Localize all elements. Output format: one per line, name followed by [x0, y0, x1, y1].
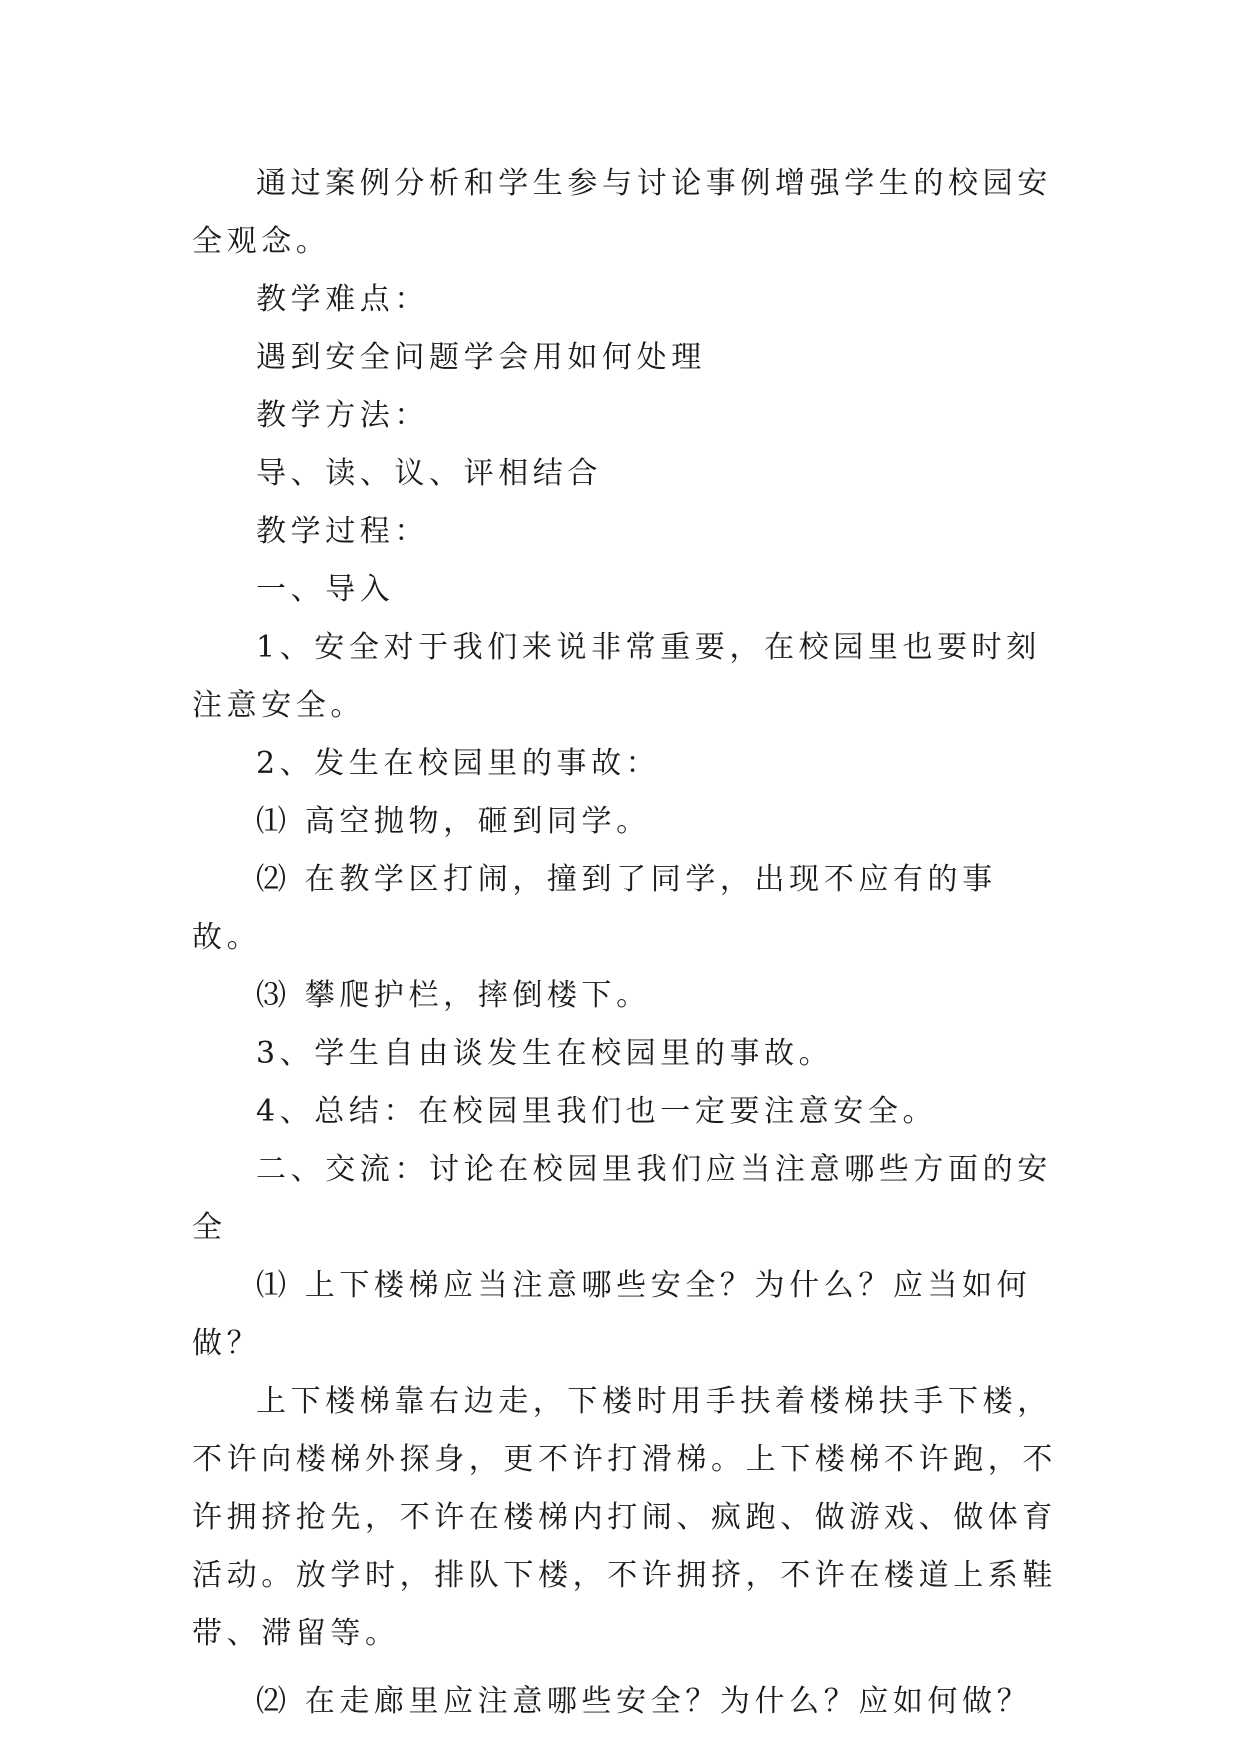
- paragraph-intro: 通过案例分析和学生参与讨论事例增强学生的校园安全观念。: [192, 166, 1052, 259]
- sub-item-1: ⑴ 高空抛物，砸到同学。: [256, 804, 651, 839]
- question-corridor: ⑵ 在走廊里应注意哪些安全？为什么？应如何做？: [256, 1684, 1032, 1719]
- paragraph-stairs-answer: 上下楼梯靠右边走，下楼时用手扶着楼梯扶手下楼，不许向楼梯外探身，更不许打滑梯。上下楼梯不许跑，不许拥挤抢先，不许在楼梯内打闹、疯跑、做游戏、做体育活动。放学时，排队下楼，不许拥挤，不许在楼道上系鞋带、滞留等。: [192, 1384, 1057, 1651]
- paragraph-method: 导、读、议、评相结合: [256, 456, 602, 491]
- list-item-4: 4、总结：在校园里我们也一定要注意安全。: [256, 1094, 938, 1129]
- sub-item-3: ⑶ 攀爬护栏，摔倒楼下。: [256, 978, 651, 1013]
- list-item-3: 3、学生自由谈发生在校园里的事故。: [256, 1036, 834, 1071]
- list-item-2: 2、发生在校园里的事故：: [256, 746, 661, 781]
- question-stairs: ⑴ 上下楼梯应当注意哪些安全？为什么？应当如何做？: [192, 1268, 1032, 1361]
- list-item-1: 1、安全对于我们来说非常重要，在校园里也要时刻注意安全。: [192, 630, 1041, 723]
- heading-teaching-method: 教学方法：: [256, 398, 429, 433]
- paragraph-difficulty: 遇到安全问题学会用如何处理: [256, 340, 706, 375]
- document-body: [192, 155, 1062, 1731]
- section-discussion: 二、交流：讨论在校园里我们应当注意哪些方面的安全: [192, 1152, 1052, 1245]
- sub-item-2: ⑵ 在教学区打闹，撞到了同学，出现不应有的事故。: [192, 862, 997, 955]
- heading-teaching-difficulty: 教学难点：: [256, 282, 429, 317]
- section-introduction: 一、导入: [256, 572, 395, 607]
- heading-teaching-process: 教学过程：: [256, 514, 429, 549]
